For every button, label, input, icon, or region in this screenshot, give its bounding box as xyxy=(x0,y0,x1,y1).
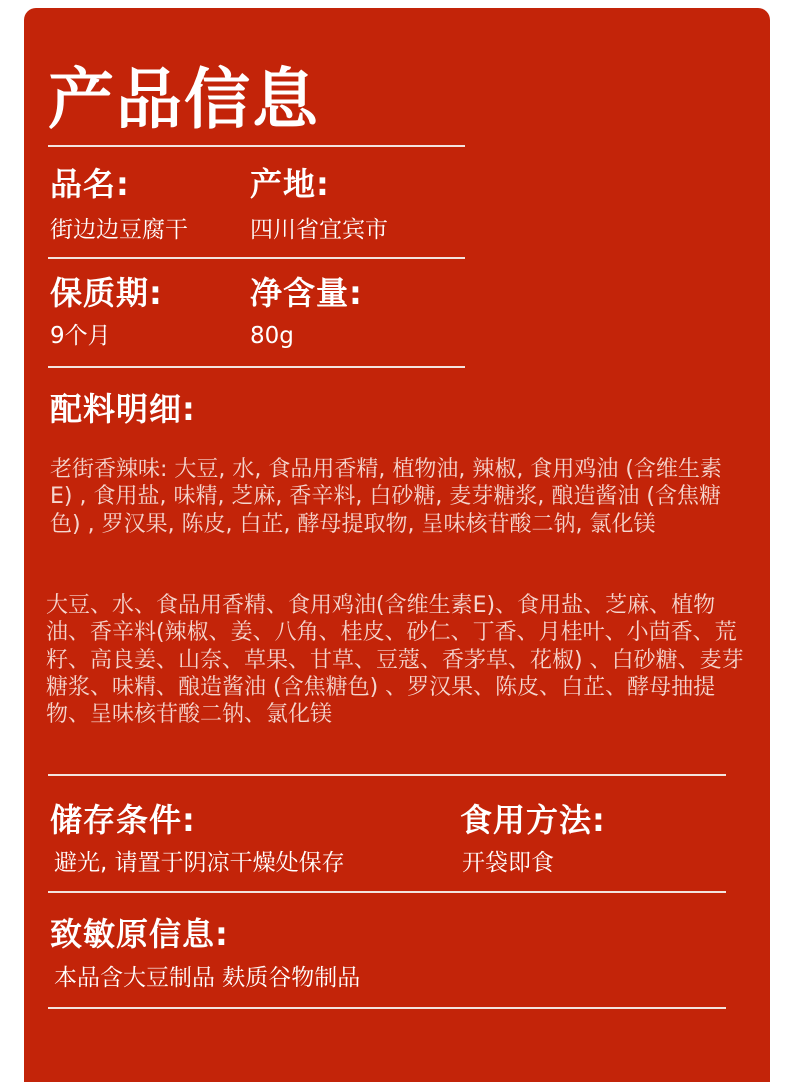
shelf-life-label: 保质期: xyxy=(50,274,163,312)
origin-label: 产地: xyxy=(250,165,330,203)
product-name-value: 街边边豆腐干 xyxy=(50,217,188,243)
net-content-value: 80g xyxy=(250,323,294,349)
ingredients-paragraph-1: 老街香辣味: 大豆, 水, 食品用香精, 植物油, 辣椒, 食用鸡油 (含维生素E) , 食用盐, 味精, 芝麻, 香辛料, 白砂糖, 麦芽糖浆, 酿造酱油 (含焦糖色) , 罗汉果, 陈皮, 白芷, 酵母提取物, 呈味核苷酸二钠, 氯化镁 xyxy=(50,457,722,537)
ingredients-paragraph-2: 大豆、水、食品用香精、食用鸡油(含维生素E)、食用盐、芝麻、植物油、香辛料(辣椒、姜、八角、桂皮、砂仁、丁香、月桂叶、小茴香、荒籽、高良姜、山奈、草果、甘草、豆蔻、香茅草、花椒) 、白砂糖、麦芽糖浆、味精、酿造酱油 (含焦糖色) 、罗汉果、陈皮、白芷、酵母抽提物、呈味核苷酸二钠、氯化镁 xyxy=(46,593,744,728)
divider-4 xyxy=(48,891,726,893)
usage-label: 食用方法: xyxy=(460,801,606,839)
origin-value: 四川省宜宾市 xyxy=(250,217,388,243)
title-divider xyxy=(48,145,465,147)
divider-2 xyxy=(48,366,465,368)
allergen-value: 本品含大豆制品 麸质谷物制品 xyxy=(54,965,361,991)
net-content-label: 净含量: xyxy=(250,274,363,312)
divider-5 xyxy=(48,1007,726,1009)
shelf-life-value: 9个月 xyxy=(50,323,111,349)
divider-3 xyxy=(48,774,726,776)
storage-value: 避光, 请置于阴凉干燥处保存 xyxy=(54,850,345,876)
page-title: 产品信息 xyxy=(48,61,320,138)
product-name-label: 品名: xyxy=(50,165,130,203)
storage-label: 储存条件: xyxy=(50,801,196,839)
usage-value: 开袋即食 xyxy=(462,850,554,876)
divider-1 xyxy=(48,257,465,259)
ingredients-label: 配料明细: xyxy=(50,390,196,428)
allergen-label: 致敏原信息: xyxy=(50,915,229,953)
